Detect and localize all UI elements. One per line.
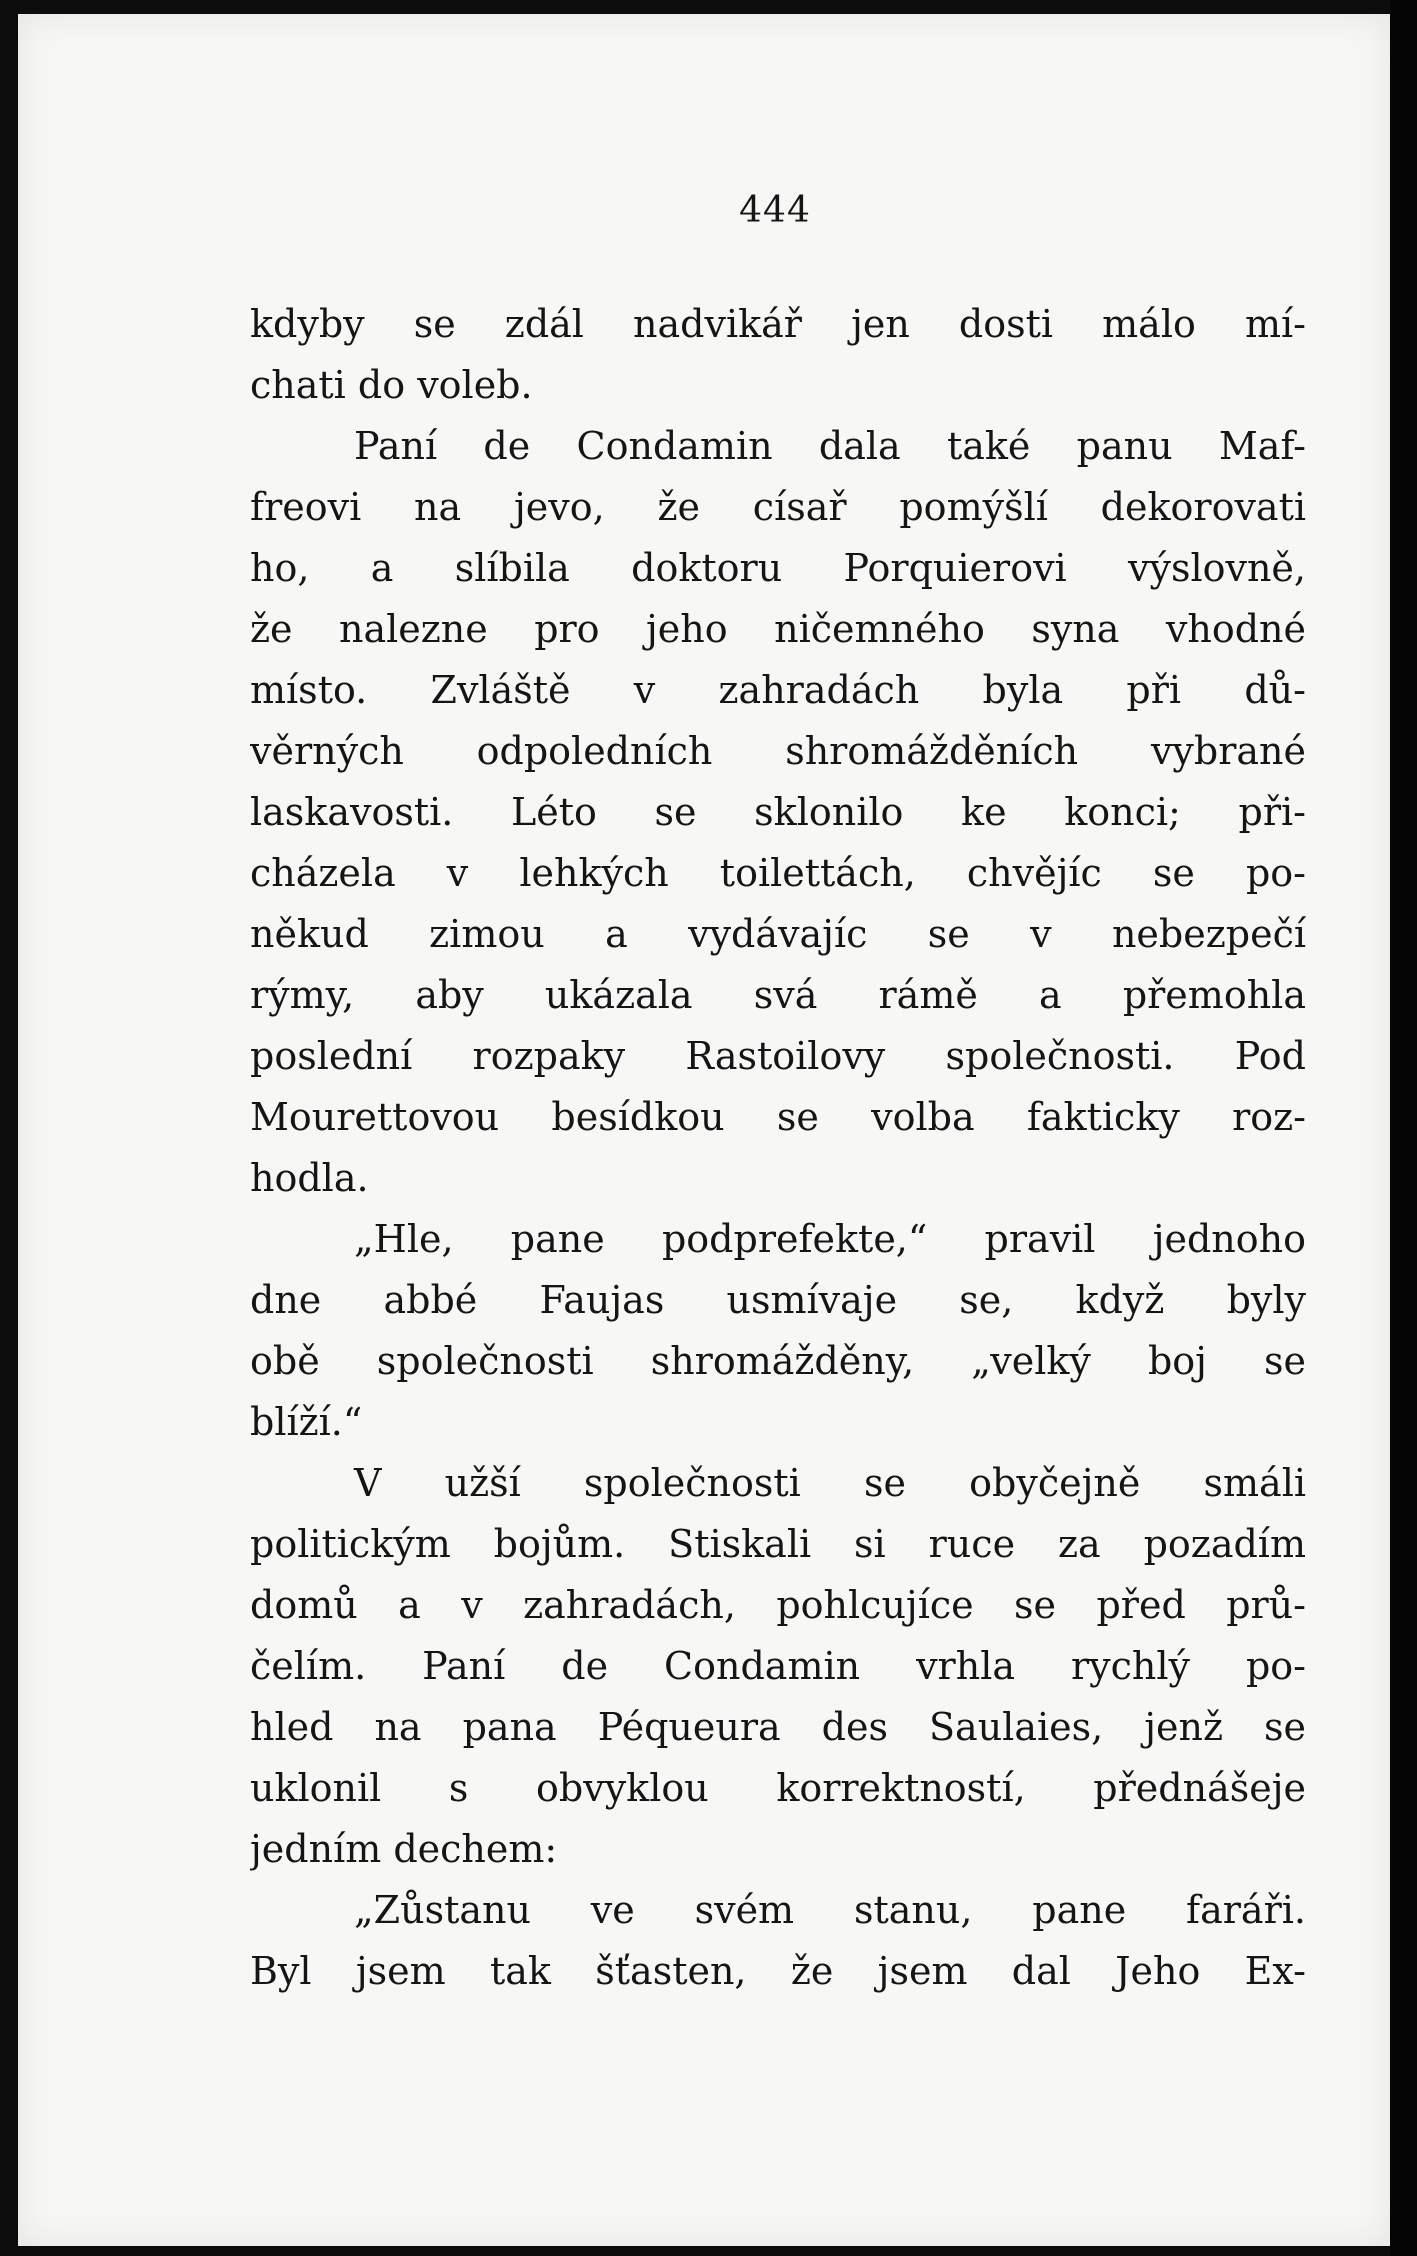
text-line: hled na pana Péqueura des Saulaies, jenž se bbox=[250, 1705, 1306, 1749]
text-line: dne abbé Faujas usmívaje se, když byly bbox=[250, 1278, 1306, 1322]
text-line: Mourettovou besídkou se volba fakticky roz- bbox=[250, 1095, 1306, 1139]
text-line: chati do voleb. bbox=[250, 363, 533, 407]
text-line: věrných odpoledních shromážděních vybrané bbox=[250, 729, 1306, 773]
page-number: 444 bbox=[739, 190, 811, 231]
text-line: Paní de Condamin dala také panu Maf- bbox=[354, 424, 1306, 468]
text-line: že nalezne pro jeho ničemného syna vhodné bbox=[250, 607, 1306, 651]
text-line: jedním dechem: bbox=[250, 1827, 558, 1871]
text-line: poslední rozpaky Rastoilovy společnosti. Pod bbox=[250, 1034, 1306, 1078]
text-line: „Zůstanu ve svém stanu, pane faráři. bbox=[354, 1888, 1306, 1932]
text-line: domů a v zahradách, pohlcujíce se před prů- bbox=[250, 1583, 1306, 1627]
text-line: „Hle, pane podprefekte,“ pravil jednoho bbox=[354, 1217, 1306, 1261]
text-line: freovi na jevo, že císař pomýšlí dekorovati bbox=[250, 485, 1306, 529]
body-text bbox=[250, 294, 1306, 2002]
text-line: cházela v lehkých toilettách, chvějíc se po- bbox=[250, 851, 1306, 895]
text-line: laskavosti. Léto se sklonilo ke konci; při- bbox=[250, 790, 1306, 834]
text-line: někud zimou a vydávajíc se v nebezpečí bbox=[250, 912, 1306, 956]
text-line: Byl jsem tak šťasten, že jsem dal Jeho Ex- bbox=[250, 1949, 1306, 1993]
text-line: hodla. bbox=[250, 1156, 369, 1200]
text-line: místo. Zvláště v zahradách byla při dů- bbox=[250, 668, 1306, 712]
text-line: kdyby se zdál nadvikář jen dosti málo mí- bbox=[250, 302, 1306, 346]
text-line: politickým bojům. Stiskali si ruce za pozadím bbox=[250, 1522, 1306, 1566]
text-line: obě společnosti shromážděny, „velký boj se bbox=[250, 1339, 1306, 1383]
text-line: čelím. Paní de Condamin vrhla rychlý po- bbox=[250, 1644, 1306, 1688]
text-line: ho, a slíbila doktoru Porquierovi výslovně, bbox=[250, 546, 1306, 590]
scan-border bbox=[1390, 0, 1417, 2256]
text-line: V užší společnosti se obyčejně smáli bbox=[354, 1461, 1306, 1505]
text-line: rýmy, aby ukázala svá rámě a přemohla bbox=[250, 973, 1306, 1017]
text-line: uklonil s obvyklou korrektností, přednášeje bbox=[250, 1766, 1306, 1810]
text-line: blíží.“ bbox=[250, 1400, 363, 1444]
